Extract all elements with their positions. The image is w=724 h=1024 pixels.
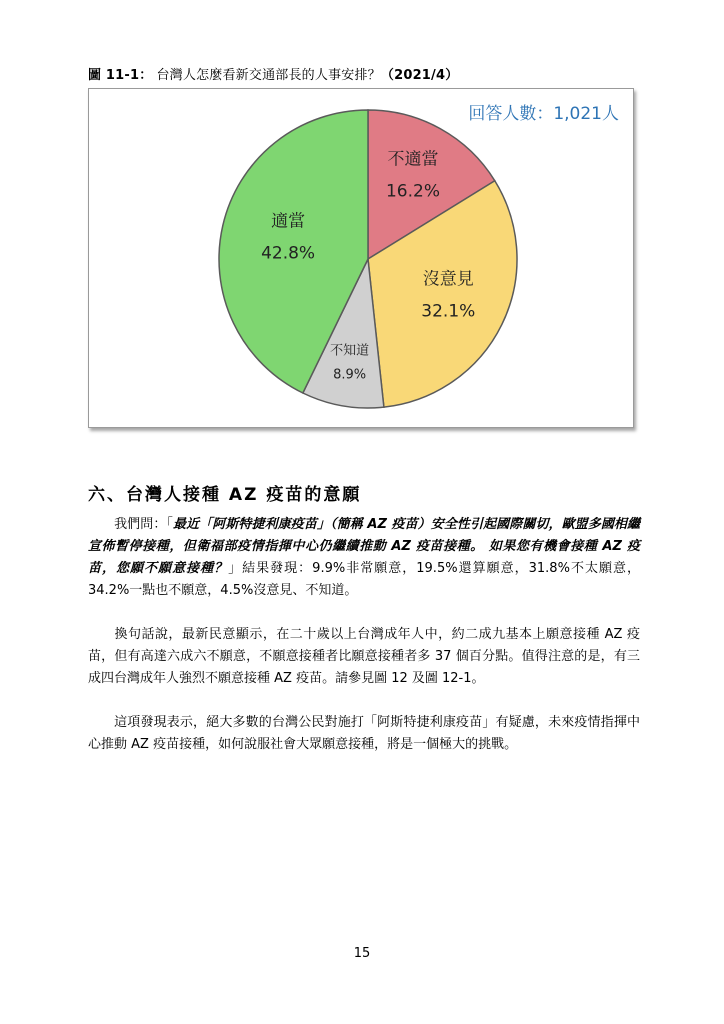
paragraph-2 bbox=[88, 624, 640, 690]
pie-slice-value: 42.8% bbox=[261, 243, 316, 264]
page-number: 15 bbox=[353, 946, 371, 961]
figure-date: （2021/4） bbox=[380, 68, 459, 83]
section-heading: 六、台灣人接種 AZ 疫苗的意願 bbox=[88, 485, 362, 505]
survey-question: 最近「阿斯特捷利康疫苗」（簡稱 AZ 疫苗）安全性引起國際關切，歐盟多國相繼宣佈暫停接種，但衛福部疫情指揮中心仍繼續推動 AZ 疫苗接種。 如果您有機會接種 AZ 疫苗，您願不願意接種？ bbox=[88, 517, 640, 576]
figure-title: 台灣人怎麼看新交通部長的人事安排？ bbox=[156, 68, 381, 83]
pie-chart-frame bbox=[88, 88, 634, 428]
respondent-count: 回答人數：1,021人 bbox=[468, 104, 619, 124]
paragraph-1-results: 」結果發現：9.9%非常願意，19.5%還算願意，31.8%不太願意，34.2%一點也不願意，4.5%沒意見、不知道。 bbox=[88, 561, 640, 598]
pie-slice-name: 不適當 bbox=[387, 149, 439, 170]
pie-slice-value: 8.9% bbox=[333, 367, 367, 383]
pie-slice-value: 16.2% bbox=[385, 181, 441, 202]
paragraph-1-lead: 我們問：「 bbox=[114, 517, 174, 532]
pie-slice-name: 適當 bbox=[271, 211, 306, 232]
paragraph-3-text: 這項發現表示，絕大多數的台灣公民對施打「阿斯特捷利康疫苗」有疑慮，未來疫情指揮中心推動 AZ 疫苗接種，如何說服社會大眾願意接種，將是一個極大的挑戰。 bbox=[88, 715, 640, 752]
pie-slice-name: 不知道 bbox=[330, 343, 370, 359]
paragraph-3 bbox=[88, 712, 640, 756]
paragraph-2-text: 換句話說，最新民意顯示，在二十歲以上台灣成年人中，約二成九基本上願意接種 AZ 疫苗，但有高達六成六不願意，不願意接種者比願意接種者多 37 個百分點。值得注意的是，有三成四台灣成年人強烈不願意接種 AZ 疫苗。請參見圖 12 及圖 12-1。 bbox=[88, 627, 640, 686]
pie-slice-name: 沒意見 bbox=[422, 269, 474, 290]
figure-caption bbox=[88, 64, 458, 83]
pie-chart bbox=[89, 89, 633, 427]
pie-slice-value: 32.1% bbox=[421, 301, 476, 322]
paragraph-1 bbox=[88, 514, 640, 602]
figure-number: 圖 11-1： bbox=[88, 68, 153, 83]
